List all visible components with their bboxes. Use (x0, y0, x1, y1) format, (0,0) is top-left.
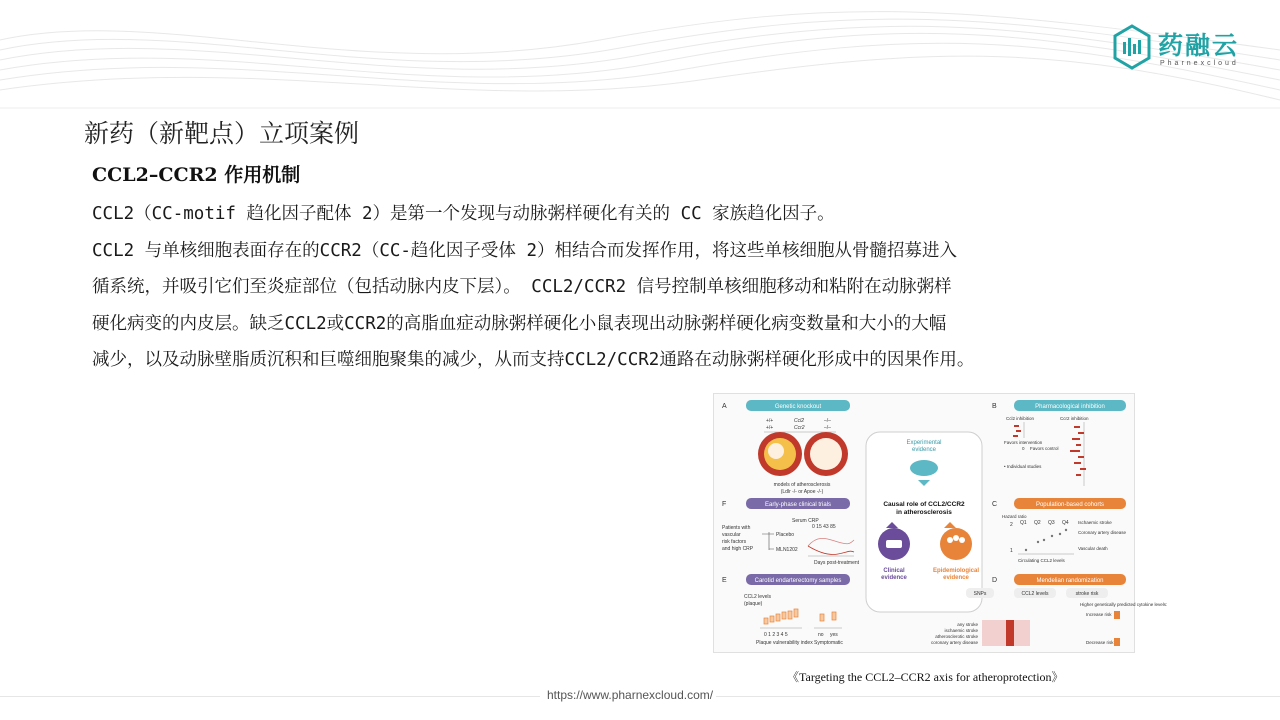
paragraph-line: 硬化病变的内皮层。缺乏CCL2或CCR2的高脂血症动脉粥样硬化小鼠表现出动脉粥样硬化病变数量和大小的大幅 (92, 313, 947, 334)
panel-c-xlabel: Circulating CCL2 levels (1018, 558, 1065, 563)
panel-f-drug: MLN1202 (776, 547, 798, 553)
panel-e-xlabel: Plaque vulnerability index (756, 640, 813, 646)
panel-e-xnums: 0 1 2 3 4 5 (764, 632, 788, 638)
panel-c-q3: Q3 (1048, 520, 1055, 526)
panel-a-row2-gene: Ccr2 (794, 425, 805, 431)
panel-a-caption2: (Ldlr -/- or Apoe -/-) (780, 489, 824, 495)
panel-d-row: atherosclerotic stroke (935, 634, 978, 639)
panel-b-header: Pharmacological inhibition (1035, 404, 1105, 410)
panel-a-row1-gene: Ccl2 (794, 418, 805, 424)
panel-b-letter: B (992, 403, 997, 410)
panel-b-right-label: Ccr2 inhibition (1060, 416, 1089, 421)
panel-c-q4: Q4 (1062, 520, 1069, 526)
center-box (866, 432, 982, 612)
panel-b-note: • Individual studies (1004, 464, 1042, 469)
panel-d-row: ischaemic stroke (944, 628, 978, 633)
footer-url-link[interactable]: https://www.pharnexcloud.com/ (547, 688, 714, 702)
section-title: CCL2–CCR2 作用机制 (92, 164, 301, 186)
panel-b-left-label: Ccl2 inhibition (1006, 416, 1035, 421)
panel-f-patients-3: risk factors (722, 539, 747, 545)
panel-f-serum: Serum CRP (792, 518, 819, 524)
panel-b-favors-ctrl: Favors control (1030, 446, 1059, 451)
center-clinical-1: Clinical (883, 568, 905, 574)
panel-c-hr: Hazard ratio (1002, 514, 1027, 519)
panel-c-letter: C (992, 501, 998, 508)
brand-logo-icon (1112, 24, 1152, 70)
panel-d-stroke: stroke risk (1075, 591, 1099, 597)
panel-a-header: Genetic knockout (774, 404, 822, 410)
center-epi-2: evidence (943, 575, 969, 581)
figure-caption: 《Targeting the CCL2–CCR2 axis for atheroprotection》 (787, 670, 1064, 684)
panel-c-header: Population-based cohorts (1035, 502, 1105, 508)
center-clinical-2: evidence (881, 575, 907, 581)
paragraph-line: 循系统，并吸引它们至炎症部位（包括动脉内皮下层）。 CCL2/CCR2 信号控制单核细胞移动和粘附在动脉粥样 (92, 277, 952, 297)
center-exp-2: evidence (911, 447, 937, 453)
paragraph-line: CCL2（CC-motif 趋化因子配体 2）是第一个发现与动脉粥样硬化有关的 CC 家族趋化因子。 (92, 204, 835, 224)
panel-e-ylabel1: CCL2 levels (744, 594, 771, 600)
panel-d-higher: Higher genetically predicted cytokine levels: (1080, 602, 1168, 607)
mouse-icon (910, 460, 938, 476)
decrease-risk-swatch (1114, 638, 1120, 646)
panel-d-snps: SNPs (973, 591, 987, 597)
panel-d-inc: Increase risk (1086, 612, 1112, 617)
brand-subtitle: Pharnexcloud (1160, 60, 1239, 67)
panel-d-header: Mendelian randomization (1036, 578, 1104, 584)
panel-c-q1: Q1 (1020, 520, 1027, 526)
increase-risk-swatch (1114, 611, 1120, 619)
header-decoration (0, 0, 1280, 115)
panel-c-q2: Q2 (1034, 520, 1041, 526)
panel-f-placebo: Placebo (776, 532, 795, 538)
brand-logo[interactable] (1112, 24, 1252, 74)
panel-a-row1-ko: –/– (824, 418, 831, 424)
page-title: 新药（新靶点）立项案例 (84, 119, 360, 148)
panel-b-favors-int: Favors intervention (1004, 440, 1043, 445)
panel-e-header: Carotid endarterectomy samples (754, 578, 842, 584)
center-exp-1: Experimental (906, 440, 942, 446)
paragraph-line: 减少，以及动脉壁脂质沉积和巨噬细胞聚集的减少，从而支持CCL2/CCR2通路在动脉粥样硬化形成中的因果作用。 (92, 350, 975, 370)
paragraph-line: CCL2 与单核细胞表面存在的CCR2（CC-趋化因子受体 2）相结合而发挥作用，将这些单核细胞从骨髓招募进入 (92, 240, 957, 261)
panel-c-legend2: Coronary artery disease (1078, 530, 1127, 535)
panel-b-zero: 0 (1022, 446, 1025, 451)
panel-f-patients-4: and high CRP (722, 546, 754, 552)
panel-c-y1: 1 (1010, 548, 1013, 554)
panel-f-header: Early-phase clinical trials (764, 502, 832, 508)
panel-f-letter: F (722, 501, 727, 508)
panel-f-days: 0 15 43 85 (812, 524, 836, 530)
panel-e-no: no (818, 632, 824, 638)
footer-line-right (716, 696, 1280, 697)
panel-f-patients-1: Patients with (722, 525, 751, 531)
panel-d-ccl2: CCL2 levels (1021, 591, 1049, 597)
mechanism-figure (713, 393, 1168, 653)
panel-f-days-label: Days post-treatment (814, 560, 860, 566)
panel-d-dec: Decrease risk (1086, 640, 1114, 645)
panel-c-legend1: Ischaemic stroke (1078, 520, 1112, 525)
body-text (92, 196, 1152, 379)
panel-e-letter: E (722, 577, 727, 584)
panel-a-row2-ko: –/– (824, 425, 831, 431)
panel-c-legend3: Vascular death (1078, 546, 1108, 551)
panel-a-caption1: models of atherosclerosis (773, 482, 831, 488)
panel-d-row: coronary artery disease (930, 640, 978, 645)
center-title-2: in atherosclerosis (896, 509, 952, 516)
figure-svg (714, 394, 1168, 652)
panel-a-row1: +/+ (766, 418, 774, 424)
panel-e-yes: yes (830, 632, 838, 638)
panel-e-sym: Symptomatic (814, 640, 843, 646)
brand-name: 药融云 (1158, 31, 1240, 60)
center-epi-1: Epidemiological (932, 568, 980, 574)
panel-d-row: any stroke (957, 622, 978, 627)
panel-a-letter: A (722, 403, 727, 410)
panel-e-ylabel2: (plaque) (744, 601, 763, 607)
center-title-1: Causal role of CCL2/CCR2 (883, 501, 965, 508)
panel-a-row2: +/+ (766, 425, 774, 431)
panel-f-patients-2: vascular (722, 532, 741, 538)
footer-line-left (0, 696, 540, 697)
panel-d-letter: D (992, 577, 998, 584)
epidemiological-icon (940, 528, 972, 560)
panel-c-y2: 2 (1010, 522, 1013, 528)
